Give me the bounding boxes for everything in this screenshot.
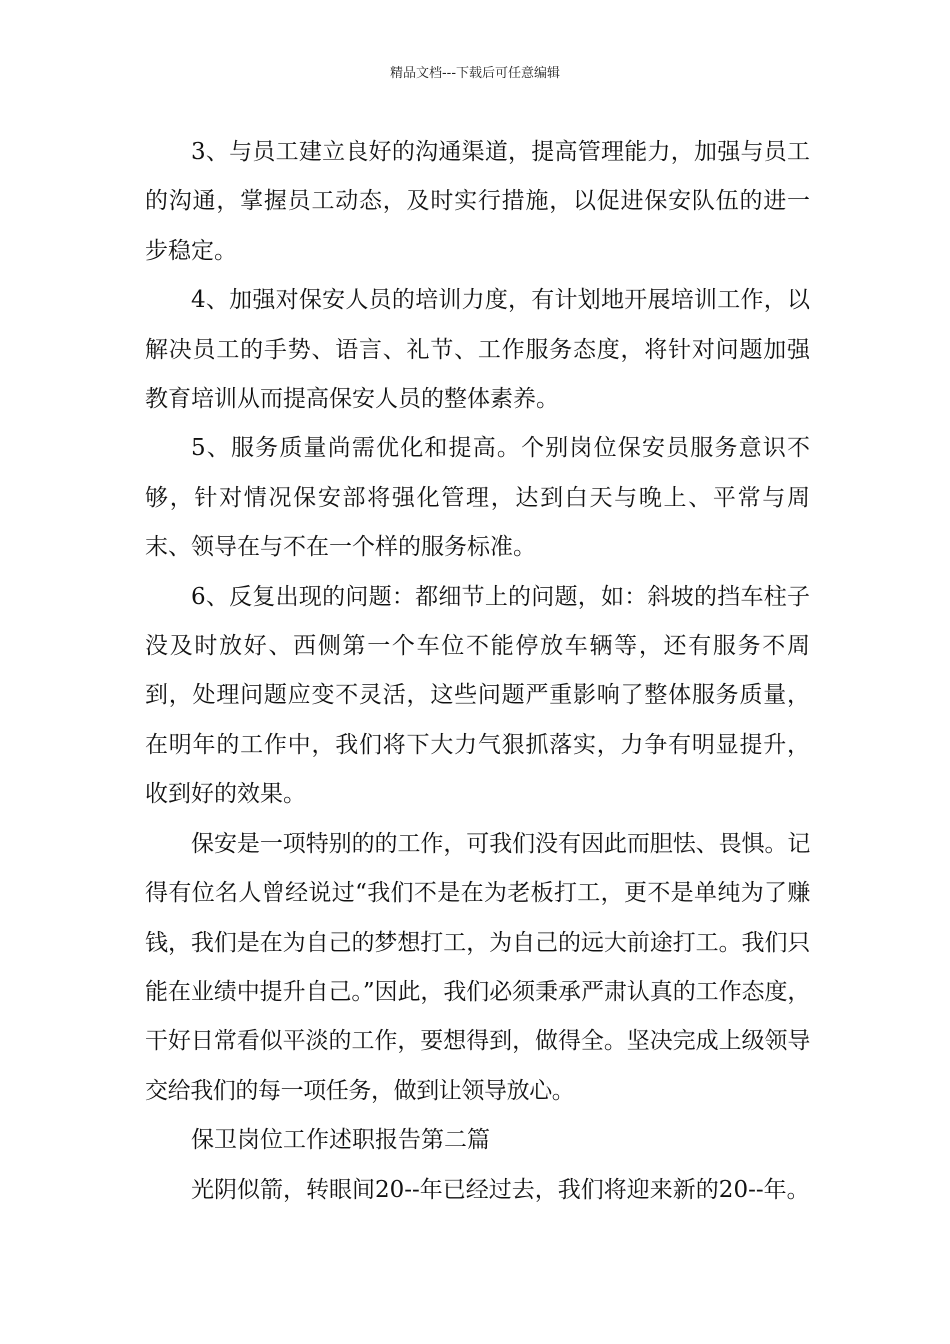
paragraph-item-3: 3、与员工建立良好的沟通渠道，提高管理能力，加强与员工的沟通，掌握员工动态，及时实行措施，以促进保安队伍的进一步稳定。 xyxy=(145,139,810,264)
section-heading: 保卫岗位工作述职报告第二篇 xyxy=(191,1127,490,1154)
paragraph-closing: 保安是一项特别的的工作，可我们没有因此而胆怯、畏惧。记得有位名人曾经说过“我们不是在为老板打工，更不是单纯为了赚钱，我们是在为自己的梦想打工，为自己的远大前途打工。我们只能在业绩中提升自己。”因此，我们必须秉承严肃认真的工作态度，干好日常看似平淡的工作，要想得到，做得全。坚决完成上级领导交给我们的每一项任务，做到让领导放心。 xyxy=(145,830,810,1104)
paragraph-item-4: 4、加强对保安人员的培训力度，有计划地开展培训工作，以解决员工的手势、语言、礼节、工作服务态度，将针对问题加强教育培训从而提高保安人员的整体素养。 xyxy=(145,287,810,413)
paragraph-item-5: 5、服务质量尚需优化和提高。个别岗位保安员服务意识不够，针对情况保安部将强化管理，达到白天与晚上、平常与周末、领导在与不在一个样的服务标准。 xyxy=(145,435,810,561)
paragraph-item-6: 6、反复出现的问题：都细节上的问题，如：斜坡的挡车柱子没及时放好、西侧第一个车位不能停放车辆等，还有服务不周到，处理问题应变不灵活，这些问题严重影响了整体服务质量，在明年的工作中，我们将下大力气狠抓落实，力争有明显提升，收到好的效果。 xyxy=(145,583,810,808)
document-body xyxy=(145,128,810,1215)
paragraph-intro: 光阴似箭，转眼间20--年已经过去，我们将迎来新的20--年。 xyxy=(191,1176,810,1203)
page-header: 精品文档---下载后可任意编辑 xyxy=(389,66,561,81)
